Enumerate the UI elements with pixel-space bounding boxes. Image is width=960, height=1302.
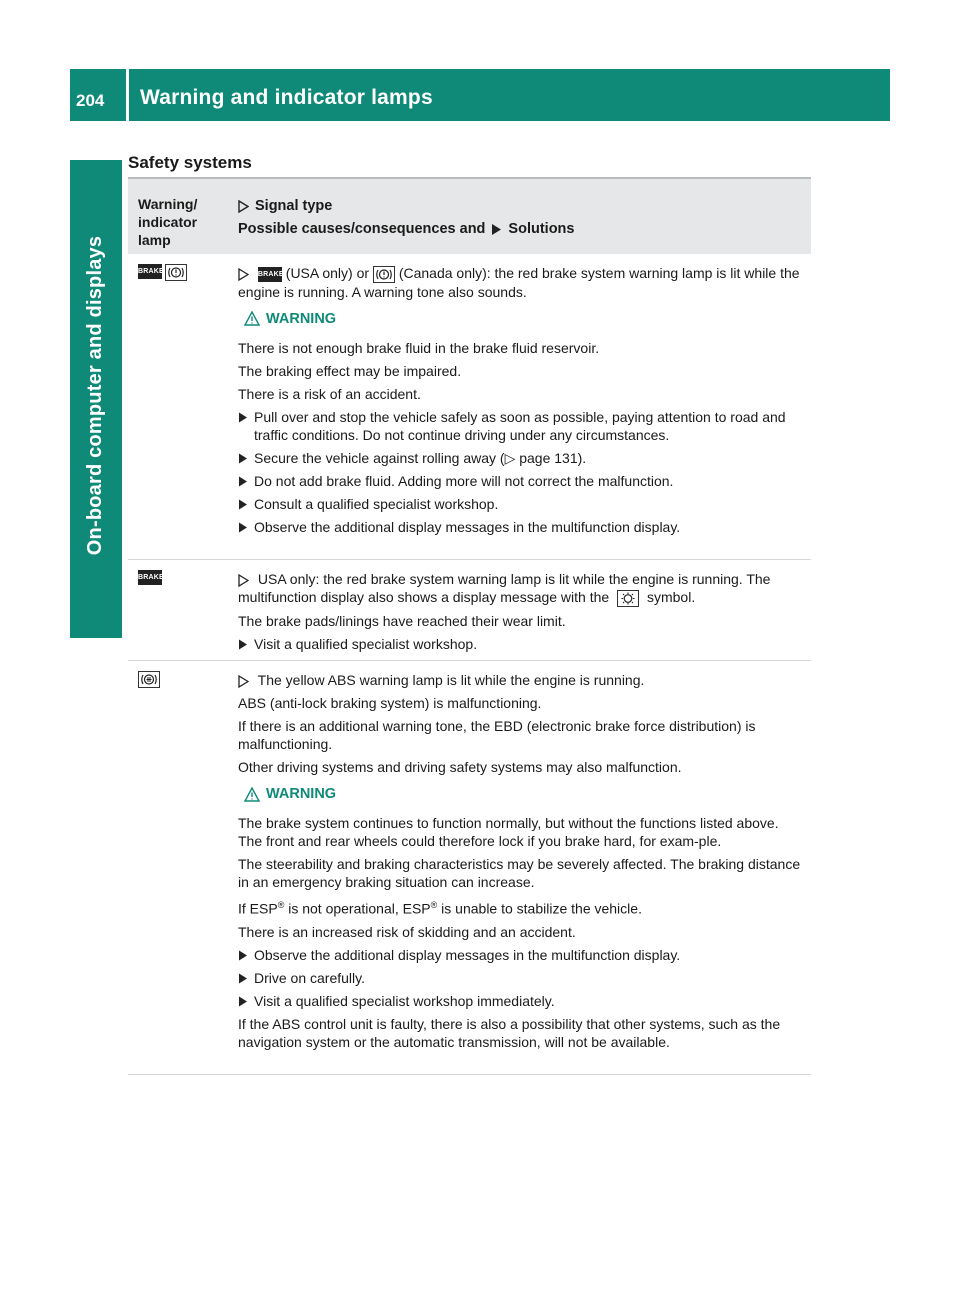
triangle-signal-icon: [238, 200, 249, 213]
solution-step: [238, 992, 805, 1010]
signal-text: The yellow ABS warning lamp is lit while the engine is running.: [257, 672, 645, 688]
header-lamp-line: lamp: [138, 232, 171, 248]
paragraph: ABS (anti-lock braking system) is malfunctioning.: [238, 695, 542, 711]
header-col-signal: [222, 179, 811, 254]
solution-arrow-icon: [238, 476, 248, 487]
lamp-cell: [128, 661, 222, 1074]
page-number: 204: [76, 91, 105, 110]
solution-arrow-icon: [238, 522, 248, 533]
esp-text: If ESP: [238, 900, 278, 917]
signal-text: USA only: the red brake system warning lamp is lit while the engine is running. The multifunction display also shows a display message with the: [238, 571, 771, 605]
lamp-cell: [128, 254, 222, 559]
paragraph: There is an increased risk of skidding and an accident.: [238, 923, 576, 940]
header-solutions: Solutions: [508, 221, 575, 237]
header-lamp-line: Warning/: [138, 196, 198, 212]
paragraph: Other driving systems and driving safety systems may also malfunction.: [238, 759, 682, 775]
solution-step: [238, 472, 805, 490]
description-cell: [222, 661, 811, 1074]
header-col-lamp: [128, 179, 222, 254]
step-text: Visit a qualified specialist workshop.: [254, 635, 478, 652]
header-lamp-line: indicator: [138, 214, 198, 230]
step-text: Consult a qualified specialist workshop.: [254, 495, 499, 512]
description-cell: [222, 560, 811, 660]
triangle-signal-icon: [238, 574, 249, 587]
warning-triangle-icon: [244, 787, 260, 802]
solution-arrow-icon: [491, 223, 502, 236]
solution-arrow-icon: [238, 996, 248, 1007]
solution-arrow-icon: [238, 639, 248, 650]
paragraph: If the ABS control unit is faulty, there is also a possibility that other systems, such as the navigation system or the automatic transmission, will not be available.: [238, 1015, 781, 1050]
solution-step: [238, 969, 805, 987]
brake-lamp-icon: BRAKE: [138, 264, 162, 279]
table-row: [128, 560, 811, 661]
paragraph: The braking effect may be impaired.: [238, 362, 462, 379]
header-causes: Possible causes/consequences and: [238, 221, 486, 237]
step-text: Visit a qualified specialist workshop immediately.: [254, 992, 555, 1009]
paragraph: The steerability and braking characteristics may be severely affected. The braking distance in an emergency braking situation can increase.: [238, 856, 801, 890]
step-text: Do not add brake fluid. Adding more will not correct the malfunction.: [254, 472, 674, 489]
solution-arrow-icon: [238, 499, 248, 510]
lamp-table: [128, 177, 811, 1075]
solution-step: [238, 946, 805, 964]
registered-mark: ®: [430, 900, 438, 910]
signal-text: (Canada only): the red brake system warning lamp is lit while the engine is running. A warning tone also sounds.: [238, 265, 800, 300]
paragraph: The brake pads/linings have reached their wear limit.: [238, 612, 566, 629]
signal-text: symbol.: [646, 589, 696, 605]
solution-step: [238, 408, 805, 444]
warning-label: WARNING: [266, 786, 337, 802]
paragraph: The brake system continues to function normally, but without the functions listed above. The front and rear wheels could therefore lock if you brake hard, for exam-ple.: [238, 815, 779, 849]
section-title: Safety systems: [128, 153, 252, 172]
esp-text: is unable to stabilize the vehicle.: [441, 900, 642, 917]
triangle-signal-icon: [238, 268, 249, 281]
side-tab-label: On-board computer and displays: [84, 235, 107, 555]
paragraph: There is not enough brake fluid in the brake fluid reservoir.: [238, 339, 600, 356]
table-header: [128, 177, 811, 254]
warning-heading: [244, 310, 805, 328]
step-text: Observe the additional display messages in the multifunction display.: [254, 518, 681, 535]
warning-heading: [244, 785, 805, 803]
solution-step: [238, 635, 805, 653]
brake-lamp-icon: BRAKE: [258, 267, 282, 282]
step-text: Pull over and stop the vehicle safely as soon as possible, paying attention to road and traffic conditions. Do not continue driving under any circumstances.: [254, 408, 786, 443]
solution-arrow-icon: [238, 973, 248, 984]
solution-arrow-icon: [238, 950, 248, 961]
warning-triangle-icon: [244, 311, 260, 326]
signal-text: (USA only) or: [285, 265, 370, 281]
table-row: [128, 661, 811, 1075]
brake-lamp-icon: BRAKE: [138, 570, 162, 585]
step-text: Drive on carefully.: [254, 969, 366, 986]
registered-mark: ®: [277, 900, 285, 910]
brake-circle-lamp-icon: [373, 266, 395, 283]
page-title: Warning and indicator lamps: [140, 86, 433, 109]
step-text: Observe the additional display messages in the multifunction display.: [254, 946, 681, 963]
abs-lamp-icon: [138, 671, 160, 688]
esp-text: is not operational, ESP: [288, 900, 431, 917]
side-tab-label-wrap: [74, 200, 118, 590]
solution-step: [238, 495, 805, 513]
step-text: Secure the vehicle against rolling away (▷ page 131).: [254, 449, 587, 466]
brake-circle-lamp-icon: [165, 264, 187, 281]
solution-arrow-icon: [238, 453, 248, 464]
solution-arrow-icon: [238, 412, 248, 423]
brake-wear-icon: [617, 590, 639, 607]
triangle-signal-icon: [238, 675, 249, 688]
solution-step: [238, 449, 805, 467]
paragraph: There is a risk of an accident.: [238, 385, 421, 402]
table-row: [128, 254, 811, 560]
header-divider: [126, 69, 129, 121]
warning-label: WARNING: [266, 310, 337, 327]
esp-paragraph: [238, 896, 805, 918]
description-cell: [222, 254, 811, 559]
paragraph: If there is an additional warning tone, the EBD (electronic brake force distribution) is malfunctioning.: [238, 718, 756, 752]
lamp-cell: [128, 560, 222, 660]
header-signal-type: Signal type: [255, 198, 333, 214]
solution-step: [238, 518, 805, 536]
